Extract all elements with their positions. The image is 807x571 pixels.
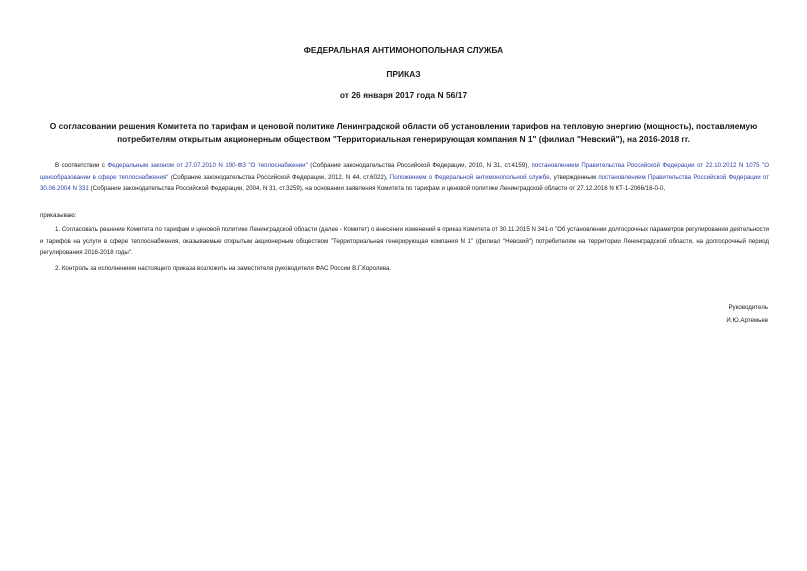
order-item-1: 1. Согласовать решение Комитета по тарифам и ценовой политике Ленинградской области (далее - Комитет) о внесении изменений в приказ Комитета от 30.11.2015 N 341-п "Об установлении долгосрочных параметров регулирования деятельности и тарифов на услуги в сфере теплоснабжения, оказываемые открытым акционерным обществом "Территориальная генерирующая компания N 1" (филиал "Невский") потребителям на территории Ленинградской области, на долгосрочный период регулирования 2016-2018 годы".: [40, 226, 769, 257]
preamble-text-5: (Собрание законодательства Российской Федерации, 2004, N 31, ст.3259), на основании заявления Комитета по тарифам и ценовой политике Ленинградской области от 27.12.2016 N КТ-1-2066/16-0-0,: [88, 185, 666, 193]
preamble-text-3: (Собрание законодательства Российской Федерации, 2012, N 44, ст.6022),: [168, 173, 390, 181]
document-date-number: от 26 января 2017 года N 56/17: [339, 90, 468, 100]
preamble-text-1: В соответствии с: [55, 162, 108, 169]
fas-regulation-link[interactable]: Положением о Федеральной антимонопольной службе: [389, 173, 550, 181]
federal-law-link[interactable]: Федеральным законом от 27.07.2010 N 190-ФЗ "О теплоснабжении": [107, 162, 308, 169]
order-item-2: 2. Контроль за исполнением настоящего приказа возложить на заместителя руководителя ФАС России В.Г.Королева.: [55, 265, 392, 272]
preamble-text-2: (Собрание законодательства Российской Федерации, 2010, N 31, ст.4159),: [307, 162, 532, 169]
document-type: ПРИКАЗ: [386, 69, 421, 79]
signatory-name: И.Ю.Артемьев: [726, 317, 768, 324]
government-decree-331-link[interactable]: постановлением Правительства Российской Федерации от 30.06.2004 N 331: [40, 173, 769, 193]
preamble-paragraph: [40, 160, 769, 195]
government-decree-1075-link[interactable]: постановлением Правительства Российской Федерации от 22.10.2012 N 1075 "О ценообразовании в сфере теплоснабжения": [40, 162, 769, 181]
order-word: приказываю:: [40, 212, 77, 219]
document-subject: О согласовании решения Комитета по тарифам и ценовой политике Ленинградской области об установлении тарифов на тепловую энергию (мощность), поставляемую потребителям открытым акционерным обществом "Территориальная генерирующая компания N 1" (филиал "Невский"), на 2016-2018 гг.: [49, 121, 758, 144]
signatory-position: Руководитель: [728, 304, 768, 311]
agency-name: ФЕДЕРАЛЬНАЯ АНТИМОНОПОЛЬНАЯ СЛУЖБА: [303, 45, 504, 55]
preamble-text-4: , утвержденным: [549, 173, 599, 181]
